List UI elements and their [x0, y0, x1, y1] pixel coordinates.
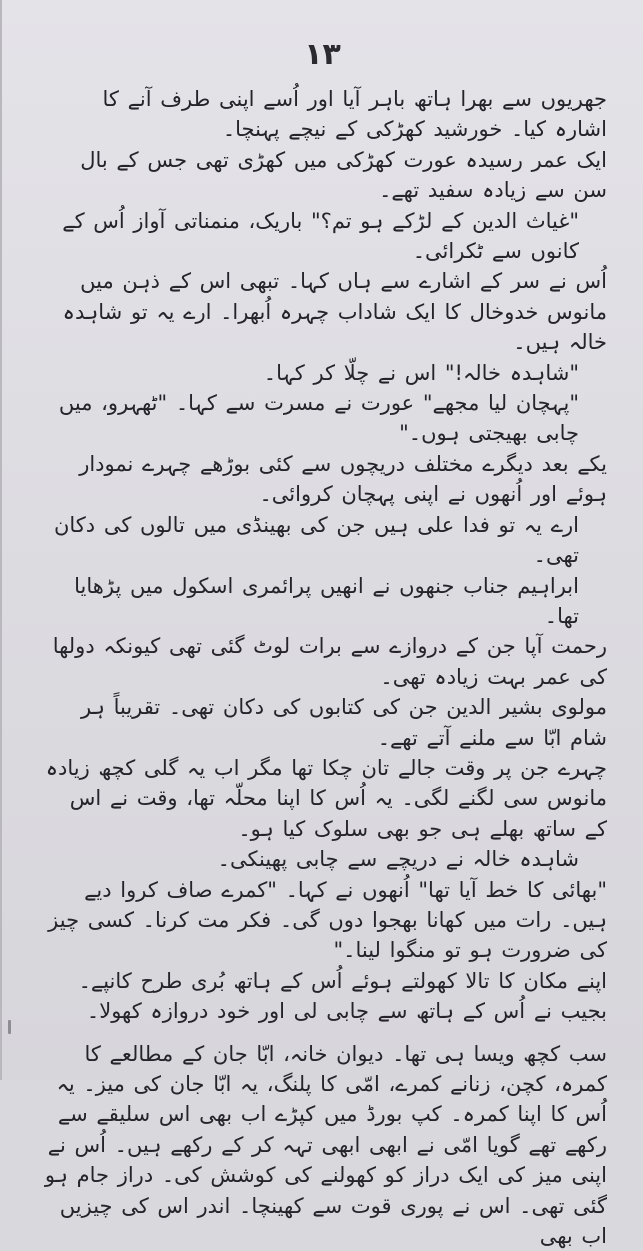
- paragraph: یکے بعد دیگرے مختلف دریچوں سے کئی بوڑھے چہرے نمودار ہوئے اور اُنھوں نے اپنی پہچان کروائی۔: [79, 451, 607, 507]
- paragraph: اپنے مکان کا تالا کھولتے ہوئے اُس کے ہاتھ بُری طرح کانپے۔ بجیب نے اُس کے ہاتھ سے چابی لی اور خود دروازہ کھولا۔: [78, 968, 607, 1024]
- page-number: ۱۳: [304, 37, 341, 72]
- paragraph: سب کچھ ویسا ہی تھا۔ دیوان خانہ، ابّا جان کے مطالعے کا کمرہ، کچن، زنانے کمرے، امّی کا پلنگ، یہ ابّا جان کی میز۔ یہ اُس کا اپنا کمرہ۔ کپ بورڈ میں کپڑے اب بھی اس سلیقے سے رکھے تھے گویا امّی نے ابھی ابھی تہہ کر کے رکھے ہیں۔ اُس نے اپنی میز کی ایک دراز کو کھولنے کی کوشش کی۔ دراز جام ہو گئی تھی۔ اس نے پوری قوت سے کھینچا۔ اندر اس کی چیزیں اب بھی: [44, 1041, 607, 1249]
- section-gap: [44, 1027, 607, 1039]
- page-text-body: [44, 84, 607, 1251]
- paragraph: جھریوں سے بھرا ہاتھ باہر آیا اور اُسے اپنی طرف آنے کا اشارہ کیا۔ خورشید کھڑکی کے نیچے پہنچا۔: [102, 87, 607, 142]
- paragraph: شاہدہ خالہ نے دریچے سے چابی پھینکی۔: [217, 847, 579, 872]
- paragraph: "غیاث الدین کے لڑکے ہو تم؟" باریک، منمناتی آواز اُس کے کانوں سے ٹکرائی۔: [62, 208, 579, 264]
- paragraph: ابراہیم جناب جنھوں نے انھیں پرائمری اسکول میں پڑھایا تھا۔: [74, 573, 579, 628]
- paragraph: "بھائی کا خط آیا تھا" اُنھوں نے کہا۔ "کمرے صاف کروا دیے ہیں۔ رات میں کھانا بھجوا دوں گی۔ فکر مت کرنا۔ کسی چیز کی ضرورت ہو تو منگوا لینا۔": [48, 877, 607, 963]
- paragraph: "شاہدہ خالہ!" اس نے چلّا کر کہا۔: [263, 360, 579, 385]
- paragraph: "پہچان لیا مجھے" عورت نے مسرت سے کہا۔ "ٹھہرو، میں چابی بھیجتی ہوں۔": [58, 391, 579, 446]
- paragraph: اُس نے سر کے اشارے سے ہاں کہا۔ تبھی اس کے ذہن میں مانوس خدوخال کا ایک شاداب چہرہ اُبھرا۔ ارے یہ تو شاہدہ خالہ ہیں۔: [62, 269, 607, 355]
- paragraph: ارے یہ تو فدا علی ہیں جن کی بھینڈی میں تالوں کی دکان تھی۔: [53, 512, 579, 568]
- paragraph: مولوی بشیر الدین جن کی کتابوں کی دکان تھی۔ تقریباً ہر شام ابّا سے ملنے آتے تھے۔: [81, 695, 607, 750]
- paragraph: ایک عمر رسیدہ عورت کھڑکی میں کھڑی تھی جس کے بال سن سے زیادہ سفید تھے۔: [80, 147, 607, 203]
- page-edge-mark: [8, 1020, 11, 1034]
- paragraph: چہرے جن پر وقت جالے تان چکا تھا مگر اب یہ گلی کچھ زیادہ مانوس سی لگنے لگی۔ یہ اُس کا اپنا محلّہ تھا، وقت نے اس کے ساتھ بھلے ہی جو بھی سلوک کیا ہو۔: [45, 755, 607, 841]
- paragraph: رحمت آپا جن کے دروازے سے برات لوٹ گئی تھی کیونکہ دولھا کی عمر بہت زیادہ تھی۔: [52, 634, 607, 689]
